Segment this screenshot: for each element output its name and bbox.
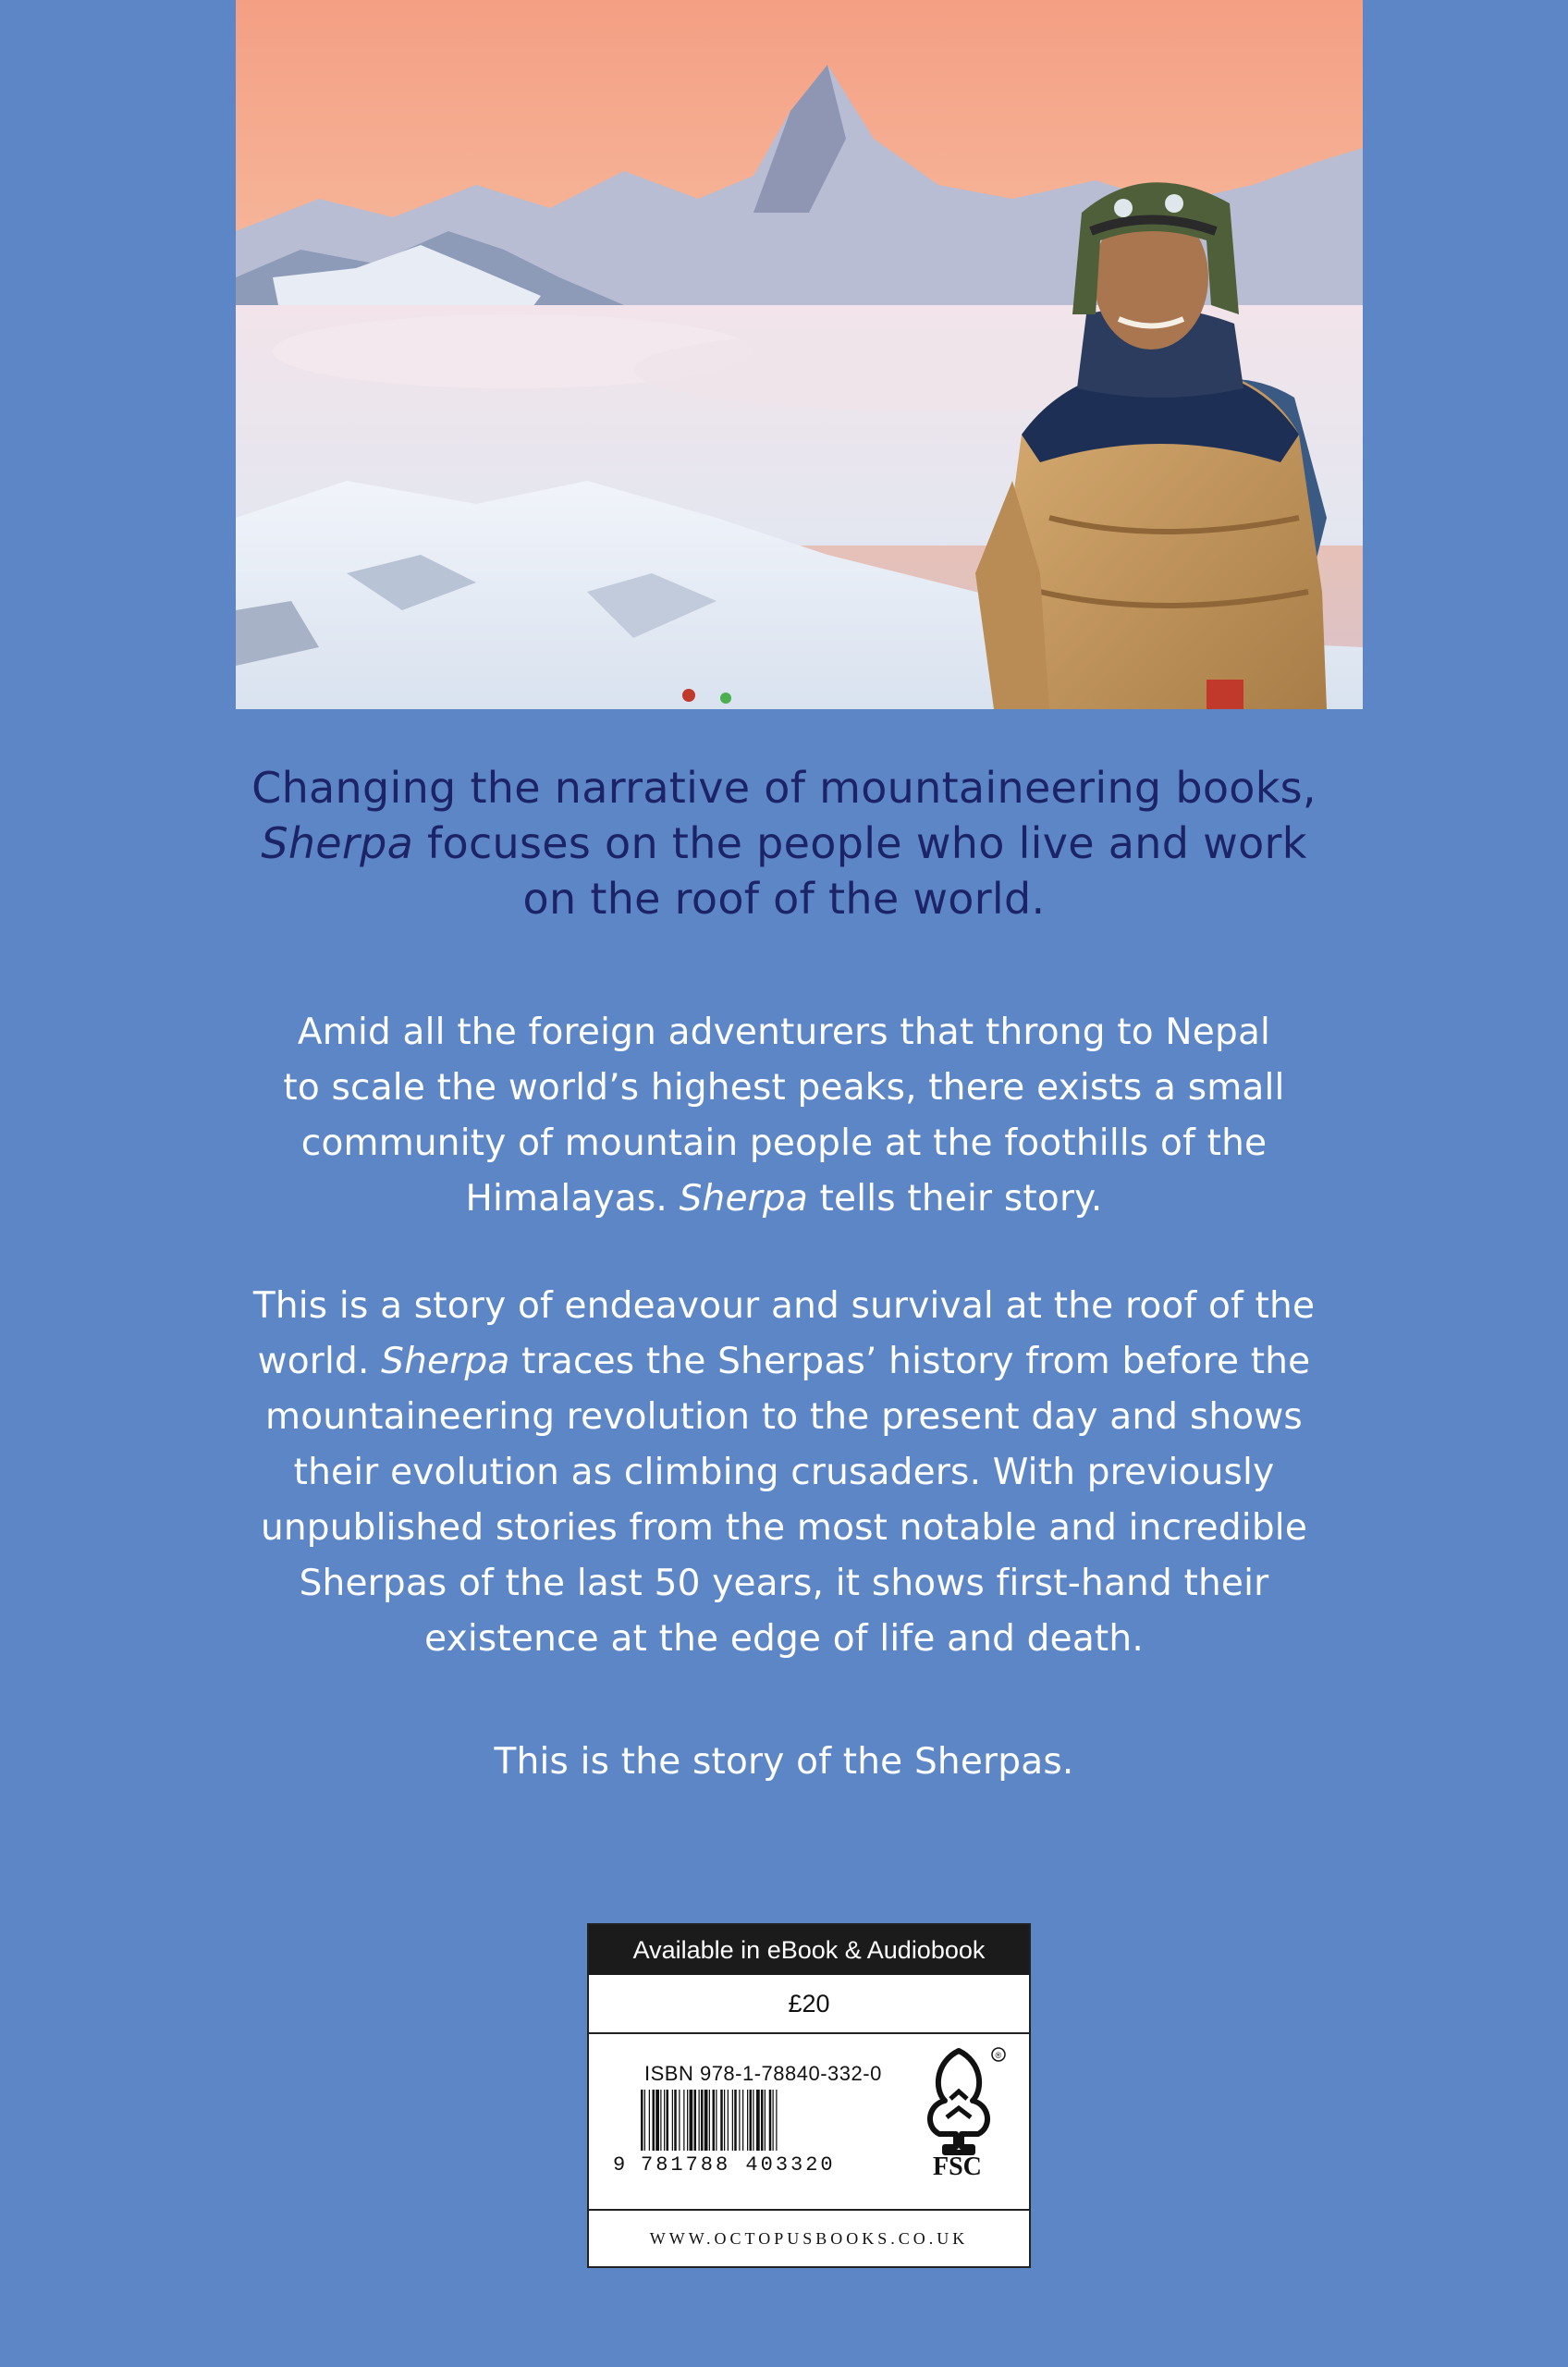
barcode-bar <box>667 2090 669 2151</box>
book-title-italic: Sherpa <box>261 818 414 868</box>
cover-photo <box>236 0 1363 709</box>
lead-blurb <box>111 760 1457 926</box>
barcode-bar <box>672 2090 673 2151</box>
barcode-lead-digit: 9 <box>613 2153 626 2177</box>
p2-line-2-post: traces the Sherpas’ history from before the <box>509 1341 1311 1382</box>
barcode-bar <box>683 2090 684 2151</box>
barcode-bar <box>694 2090 697 2151</box>
barcode-bar <box>674 2090 677 2151</box>
blurb-paragraph-1 <box>139 1005 1429 1227</box>
glove <box>1207 680 1243 709</box>
barcode-bar <box>742 2090 743 2151</box>
barcode-bar <box>649 2090 650 2151</box>
p1-line-3: community of mountain people at the foothills of the <box>300 1122 1268 1164</box>
barcode-bar <box>653 2090 655 2151</box>
barcode-bar <box>655 2090 659 2151</box>
p3-line: This is the story of the Sherpas. <box>494 1741 1074 1783</box>
blurb-paragraph-2 <box>139 1279 1429 1667</box>
barcode-bar <box>761 2090 764 2151</box>
barcode-bars <box>641 2090 890 2151</box>
blurb-paragraph-3 <box>139 1735 1429 1790</box>
barcode-bar <box>701 2090 704 2151</box>
barcode-bar <box>739 2090 740 2151</box>
barcode-bar <box>660 2090 661 2151</box>
p2-line-3: mountaineering revolution to the present day and shows <box>265 1396 1303 1438</box>
barcode-bar <box>724 2090 725 2151</box>
p1-line-1: Amid all the foreign adventurers that throng to Nepal <box>297 1012 1271 1053</box>
barcode-bar <box>765 2090 766 2151</box>
fsc-registered-mark: ® <box>995 2051 1002 2060</box>
lead-line-1: Changing the narrative of mountaineering books, <box>251 763 1317 813</box>
barcode-bar <box>687 2090 688 2151</box>
barcode-digits: 781788 403320 <box>641 2153 836 2177</box>
p2-line-2-pre: world. <box>257 1341 382 1382</box>
p2-line-4: their evolution as climbing crusaders. With previously <box>293 1452 1275 1493</box>
isbn-text: ISBN 978-1-78840-332-0 <box>644 2062 882 2085</box>
barcode-bar <box>732 2090 733 2151</box>
price-label: £20 <box>589 1975 1029 2034</box>
barcode-bar <box>664 2090 665 2151</box>
p2-line-6: Sherpas of the last 50 years, it shows first-hand their <box>299 1563 1269 1604</box>
barcode-bar <box>747 2090 748 2151</box>
barcode-bar <box>769 2090 772 2151</box>
lead-line-3: on the roof of the world. <box>522 874 1046 924</box>
publisher-website: WWW.OCTOPUSBOOKS.CO.UK <box>589 2209 1029 2266</box>
book-title-italic: Sherpa <box>381 1341 510 1382</box>
barcode-bar <box>704 2090 708 2151</box>
barcode-bar <box>720 2090 723 2151</box>
barcode-bar <box>699 2090 700 2151</box>
barcode-bar <box>709 2090 710 2151</box>
barcode-bar <box>713 2090 716 2151</box>
barcode-bar <box>728 2090 729 2151</box>
climber-photo-illustration <box>236 0 1363 709</box>
book-title-italic: Sherpa <box>679 1178 808 1220</box>
barcode-bar <box>756 2090 760 2151</box>
p2-line-7: existence at the edge of life and death. <box>424 1618 1144 1660</box>
fsc-label: FSC <box>933 2152 982 2181</box>
barcode-bar <box>679 2090 680 2151</box>
format-banner: Available in eBook & Audiobook <box>589 1925 1029 1975</box>
barcode-panel <box>587 1923 1031 2268</box>
lead-line-2: focuses on the people who live and work <box>413 818 1307 868</box>
p1-line-4-pre: Himalayas. <box>465 1178 680 1220</box>
barcode-bar <box>690 2090 693 2151</box>
barcode-bar <box>716 2090 717 2151</box>
barcode-bar <box>776 2090 777 2151</box>
p2-line-5: unpublished stories from the most notable and incredible <box>260 1507 1308 1549</box>
p1-line-4-post: tells their story. <box>807 1178 1103 1220</box>
barcode-bar <box>750 2090 753 2151</box>
barcode-bar <box>641 2090 643 2151</box>
p1-line-2: to scale the world’s highest peaks, there exists a small <box>283 1067 1285 1109</box>
barcode-bar <box>734 2090 737 2151</box>
barcode-bar <box>773 2090 774 2151</box>
barcode-bar <box>644 2090 645 2151</box>
p2-line-1: This is a story of endeavour and survival at the roof of the <box>252 1285 1316 1327</box>
